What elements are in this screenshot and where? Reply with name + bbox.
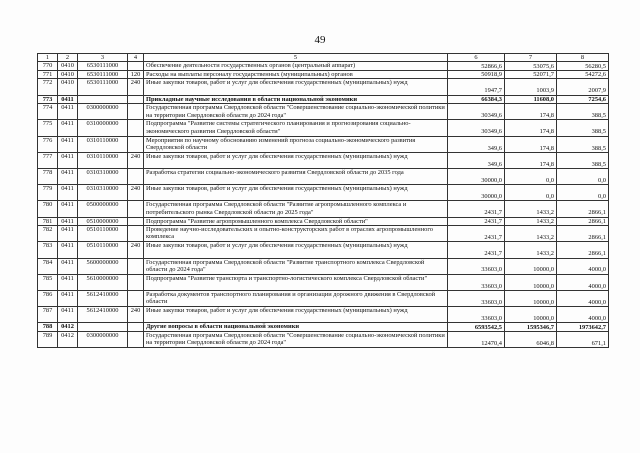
table-row	[38, 152, 609, 168]
amount-year-3: 4000,0	[557, 307, 609, 323]
row-number: 781	[38, 217, 58, 226]
row-number: 780	[38, 201, 58, 217]
item-name: Государственная программа Свердловской области "Развитие транспортного комплекса Свердловской области до 2024 года"	[144, 258, 448, 274]
amount-year-1: 30000,0	[448, 185, 505, 201]
target-code: 0300000000	[78, 331, 128, 347]
item-name: Государственная программа Свердловской области "Развитие агропромышленного комплекса и потребительского рынка Свердловской области до 2025 года"	[144, 201, 448, 217]
expense-type	[128, 201, 144, 217]
target-code	[78, 95, 128, 104]
expense-type: 240	[128, 152, 144, 168]
item-name: Иные закупки товаров, работ и услуг для обеспечения государственных (муниципальных) нужд	[144, 152, 448, 168]
amount-year-1: 6593542,5	[448, 323, 505, 332]
table-row	[38, 95, 609, 104]
item-name: Подпрограмма "Развитие агропромышленного комплекса Свердловской области"	[144, 217, 448, 226]
table-row	[38, 136, 609, 152]
target-code: 0310310000	[78, 169, 128, 185]
item-name: Иные закупки товаров, работ и услуг для обеспечения государственных (муниципальных) нужд	[144, 185, 448, 201]
table-row	[38, 79, 609, 95]
amount-year-2: 1003,9	[505, 79, 557, 95]
amount-year-3: 2007,9	[557, 79, 609, 95]
amount-year-1: 2431,7	[448, 226, 505, 242]
table-row	[38, 70, 609, 79]
table-row	[38, 201, 609, 217]
amount-year-3: 4000,0	[557, 274, 609, 290]
row-number: 782	[38, 226, 58, 242]
section-code: 0411	[58, 290, 78, 306]
amount-year-2: 1433,2	[505, 242, 557, 258]
expense-type	[128, 290, 144, 306]
section-code: 0410	[58, 62, 78, 71]
target-code: 5612410000	[78, 307, 128, 323]
amount-year-1: 33603,0	[448, 307, 505, 323]
expense-type	[128, 169, 144, 185]
item-name: Иные закупки товаров, работ и услуг для обеспечения государственных (муниципальных) нужд	[144, 242, 448, 258]
table-row	[38, 104, 609, 120]
table-row	[38, 331, 609, 347]
row-number: 778	[38, 169, 58, 185]
expense-type	[128, 274, 144, 290]
amount-year-2: 174,8	[505, 136, 557, 152]
column-header: 1	[38, 54, 58, 62]
table-row	[38, 242, 609, 258]
amount-year-2: 0,0	[505, 169, 557, 185]
budget-table	[37, 53, 609, 348]
item-name: Подпрограмма "Развитие системы стратегического планирования и прогнозирования социально-экономического развития Свердловской области"	[144, 120, 448, 136]
expense-type	[128, 323, 144, 332]
amount-year-3: 388,5	[557, 152, 609, 168]
section-code: 0412	[58, 323, 78, 332]
target-code: 6530111000	[78, 62, 128, 71]
amount-year-1: 30349,6	[448, 120, 505, 136]
target-code: 5612410000	[78, 290, 128, 306]
item-name: Проведение научно-исследовательских и опытно-конструкторских работ в отраслях агропромышленного комплекса	[144, 226, 448, 242]
target-code: 0510110000	[78, 226, 128, 242]
amount-year-2: 1433,2	[505, 201, 557, 217]
page-number: 49	[314, 34, 326, 46]
amount-year-2: 6046,8	[505, 331, 557, 347]
row-number: 789	[38, 331, 58, 347]
amount-year-3: 0,0	[557, 169, 609, 185]
table-row	[38, 217, 609, 226]
amount-year-2: 174,8	[505, 104, 557, 120]
amount-year-1: 30000,0	[448, 169, 505, 185]
amount-year-3: 2866,1	[557, 242, 609, 258]
target-code	[78, 323, 128, 332]
target-code: 0510000000	[78, 217, 128, 226]
row-number: 786	[38, 290, 58, 306]
expense-type	[128, 120, 144, 136]
row-number: 788	[38, 323, 58, 332]
item-name: Обеспечение деятельности государственных органов (центральный аппарат)	[144, 62, 448, 71]
amount-year-3: 7254,6	[557, 95, 609, 104]
table-row	[38, 120, 609, 136]
column-header: 7	[505, 54, 557, 62]
amount-year-3: 2866,1	[557, 226, 609, 242]
amount-year-1: 33603,0	[448, 290, 505, 306]
section-code: 0411	[58, 136, 78, 152]
expense-type	[128, 217, 144, 226]
row-number: 775	[38, 120, 58, 136]
amount-year-1: 30349,6	[448, 104, 505, 120]
target-code: 0500000000	[78, 201, 128, 217]
table-row	[38, 226, 609, 242]
column-header: 5	[144, 54, 448, 62]
expense-type	[128, 136, 144, 152]
expense-type	[128, 226, 144, 242]
section-code: 0410	[58, 70, 78, 79]
amount-year-1: 1947,7	[448, 79, 505, 95]
amount-year-1: 50918,9	[448, 70, 505, 79]
column-header: 3	[78, 54, 128, 62]
amount-year-3: 54272,6	[557, 70, 609, 79]
expense-type	[128, 104, 144, 120]
row-number: 770	[38, 62, 58, 71]
table-row	[38, 169, 609, 185]
expense-type	[128, 258, 144, 274]
table-row	[38, 62, 609, 71]
amount-year-3: 2866,1	[557, 217, 609, 226]
amount-year-1: 33603,0	[448, 258, 505, 274]
section-code: 0411	[58, 104, 78, 120]
row-number: 773	[38, 95, 58, 104]
item-name: Разработка документов транспортного планирования и организации дорожного движения в Свердловской области	[144, 290, 448, 306]
row-number: 787	[38, 307, 58, 323]
expense-type	[128, 95, 144, 104]
amount-year-2: 1595346,7	[505, 323, 557, 332]
target-code: 0310110000	[78, 136, 128, 152]
table-row	[38, 185, 609, 201]
section-code: 0410	[58, 79, 78, 95]
amount-year-3: 1973642,7	[557, 323, 609, 332]
amount-year-2: 10000,0	[505, 258, 557, 274]
table-row	[38, 307, 609, 323]
section-code: 0411	[58, 120, 78, 136]
target-code: 0310000000	[78, 120, 128, 136]
row-number: 779	[38, 185, 58, 201]
amount-year-3: 671,1	[557, 331, 609, 347]
section-code: 0412	[58, 331, 78, 347]
column-header: 8	[557, 54, 609, 62]
column-header: 6	[448, 54, 505, 62]
amount-year-2: 174,8	[505, 152, 557, 168]
target-code: 0300000000	[78, 104, 128, 120]
column-header: 2	[58, 54, 78, 62]
expense-type	[128, 331, 144, 347]
amount-year-1: 66384,3	[448, 95, 505, 104]
row-number: 785	[38, 274, 58, 290]
target-code: 6530111000	[78, 79, 128, 95]
amount-year-2: 0,0	[505, 185, 557, 201]
item-name: Расходы на выплаты персоналу государственных (муниципальных) органов	[144, 70, 448, 79]
row-number: 771	[38, 70, 58, 79]
section-code: 0411	[58, 201, 78, 217]
section-code: 0411	[58, 95, 78, 104]
amount-year-1: 52866,6	[448, 62, 505, 71]
column-header: 4	[128, 54, 144, 62]
amount-year-1: 12470,4	[448, 331, 505, 347]
amount-year-3: 0,0	[557, 185, 609, 201]
item-name: Другие вопросы в области национальной экономики	[144, 323, 448, 332]
amount-year-3: 4000,0	[557, 290, 609, 306]
table-row	[38, 323, 609, 332]
amount-year-3: 388,5	[557, 120, 609, 136]
amount-year-2: 52071,7	[505, 70, 557, 79]
section-code: 0411	[58, 185, 78, 201]
amount-year-3: 388,5	[557, 136, 609, 152]
target-code: 0510110000	[78, 242, 128, 258]
item-name: Государственная программа Свердловской области "Совершенствование социально-экономической политики на территории Свердловской области до 2024 года"	[144, 331, 448, 347]
table-row	[38, 258, 609, 274]
section-code: 0411	[58, 217, 78, 226]
target-code: 6530111000	[78, 70, 128, 79]
amount-year-2: 10000,0	[505, 274, 557, 290]
expense-type: 240	[128, 242, 144, 258]
row-number: 774	[38, 104, 58, 120]
amount-year-1: 2431,7	[448, 201, 505, 217]
target-code: 0310310000	[78, 185, 128, 201]
section-code: 0411	[58, 258, 78, 274]
amount-year-1: 2431,7	[448, 242, 505, 258]
section-code: 0411	[58, 152, 78, 168]
expense-type: 240	[128, 79, 144, 95]
expense-type: 120	[128, 70, 144, 79]
section-code: 0411	[58, 307, 78, 323]
amount-year-2: 53075,6	[505, 62, 557, 71]
amount-year-3: 388,5	[557, 104, 609, 120]
amount-year-3: 4000,0	[557, 258, 609, 274]
amount-year-3: 2866,1	[557, 201, 609, 217]
amount-year-2: 1433,2	[505, 217, 557, 226]
amount-year-2: 10000,0	[505, 290, 557, 306]
expense-type	[128, 62, 144, 71]
amount-year-1: 2431,7	[448, 217, 505, 226]
row-number: 777	[38, 152, 58, 168]
amount-year-3: 56280,5	[557, 62, 609, 71]
section-code: 0411	[58, 169, 78, 185]
item-name: Иные закупки товаров, работ и услуг для обеспечения государственных (муниципальных) нужд	[144, 79, 448, 95]
section-code: 0411	[58, 274, 78, 290]
item-name: Государственная программа Свердловской области "Совершенствование социально-экономической политики на территории Свердловской области до 2024 года"	[144, 104, 448, 120]
item-name: Разработка стратегии социально-экономического развития Свердловской области до 2035 года	[144, 169, 448, 185]
row-number: 776	[38, 136, 58, 152]
item-name: Прикладные научные исследования в области национальной экономики	[144, 95, 448, 104]
amount-year-2: 10000,0	[505, 307, 557, 323]
target-code: 5600000000	[78, 258, 128, 274]
row-number: 784	[38, 258, 58, 274]
expense-type: 240	[128, 185, 144, 201]
amount-year-2: 11608,0	[505, 95, 557, 104]
row-number: 772	[38, 79, 58, 95]
item-name: Иные закупки товаров, работ и услуг для обеспечения государственных (муниципальных) нужд	[144, 307, 448, 323]
amount-year-1: 349,6	[448, 152, 505, 168]
amount-year-2: 174,8	[505, 120, 557, 136]
target-code: 0310110000	[78, 152, 128, 168]
item-name: Мероприятия по научному обоснованию изменений прогноза социально-экономического развития Свердловской области	[144, 136, 448, 152]
row-number: 783	[38, 242, 58, 258]
section-code: 0411	[58, 242, 78, 258]
table-header-row	[38, 54, 609, 62]
table-row	[38, 274, 609, 290]
table-row	[38, 290, 609, 306]
expense-type: 240	[128, 307, 144, 323]
amount-year-2: 1433,2	[505, 226, 557, 242]
amount-year-1: 349,6	[448, 136, 505, 152]
item-name: Подпрограмма "Развитие транспорта и транспортно-логистического комплекса Свердловской области"	[144, 274, 448, 290]
amount-year-1: 33603,0	[448, 274, 505, 290]
section-code: 0411	[58, 226, 78, 242]
target-code: 5610000000	[78, 274, 128, 290]
